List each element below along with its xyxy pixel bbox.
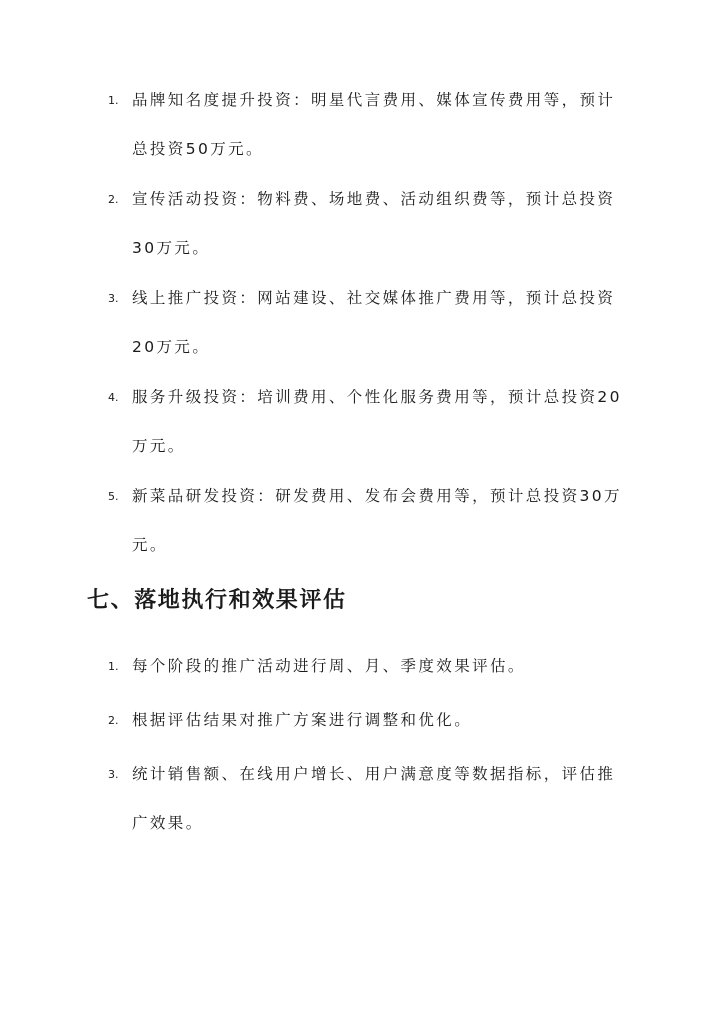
- list-item-number: 1.: [108, 660, 119, 673]
- list-item-number: 4.: [108, 391, 119, 404]
- list-item-number: 5.: [108, 490, 119, 503]
- list-item-number: 3.: [108, 768, 119, 781]
- list-item: [0, 76, 720, 174]
- list-item-number: 1.: [108, 94, 119, 107]
- evaluation-list: [0, 642, 720, 853]
- list-item: [0, 472, 720, 570]
- list-item-number: 3.: [108, 292, 119, 305]
- list-item-text: 统计销售额、在线用户增长、用户满意度等数据指标，评估推广效果。: [132, 765, 616, 832]
- list-item: [0, 642, 720, 691]
- list-item-number: 2.: [108, 193, 119, 206]
- list-item-text: 根据评估结果对推广方案进行调整和优化。: [132, 711, 473, 729]
- list-item: [0, 175, 720, 273]
- list-item: [0, 373, 720, 471]
- list-item-text: 每个阶段的推广活动进行周、月、季度效果评估。: [132, 657, 526, 675]
- list-item: [0, 696, 720, 745]
- list-item: [0, 750, 720, 848]
- list-item-number: 2.: [108, 714, 119, 727]
- list-item-text: 宣传活动投资：物料费、场地费、活动组织费等，预计总投资30万元。: [132, 190, 616, 257]
- section-heading: 七、落地执行和效果评估: [87, 588, 347, 613]
- list-item-text: 服务升级投资：培训费用、个性化服务费用等，预计总投资20万元。: [132, 388, 622, 455]
- list-item-text: 品牌知名度提升投资：明星代言费用、媒体宣传费用等，预计总投资50万元。: [132, 91, 616, 158]
- list-item: [0, 274, 720, 372]
- list-item-text: 线上推广投资：网站建设、社交媒体推广费用等，预计总投资20万元。: [132, 289, 616, 356]
- investment-list: [0, 76, 720, 571]
- list-item-text: 新菜品研发投资：研发费用、发布会费用等，预计总投资30万元。: [132, 487, 622, 554]
